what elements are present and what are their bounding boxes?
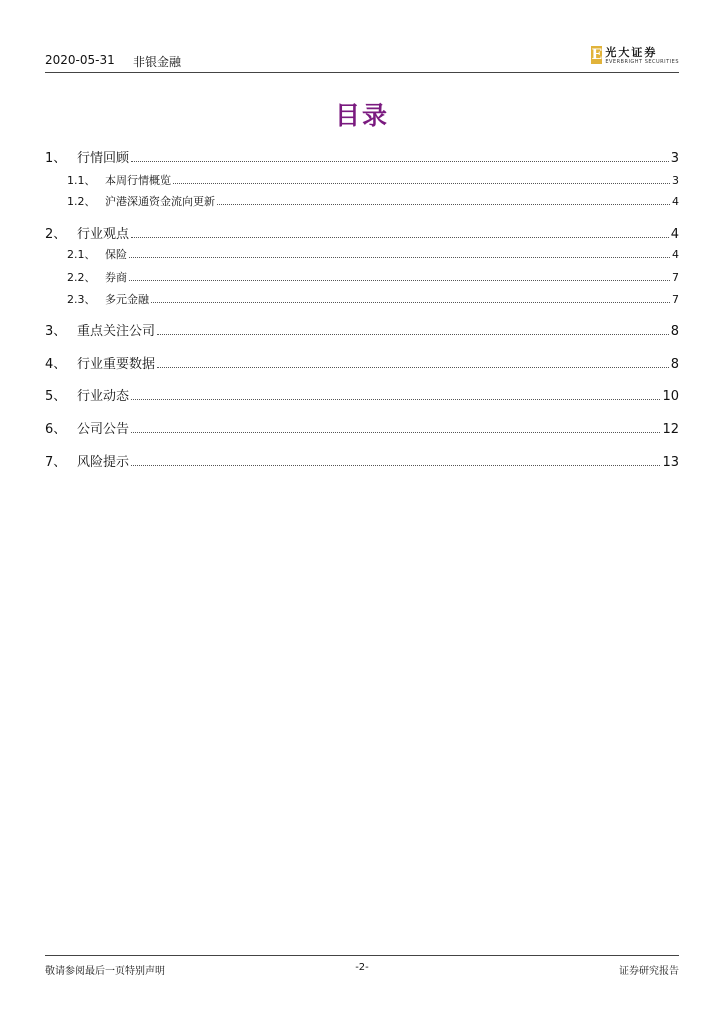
- toc-leader-dots: [131, 465, 660, 466]
- footer-doc-type: 证券研究报告: [619, 966, 679, 977]
- toc-leader-dots: [157, 367, 669, 368]
- toc-leader-dots: [157, 334, 669, 335]
- toc-entry-page[interactable]: 13: [662, 455, 679, 470]
- toc-leader-dots: [129, 257, 670, 258]
- toc-entry[interactable]: [45, 172, 679, 188]
- toc-entry-number: 1.2、: [67, 195, 96, 208]
- toc-entry-number: 2、: [45, 227, 67, 242]
- toc-entry[interactable]: [45, 291, 679, 307]
- toc-entry-number: 4、: [45, 357, 67, 372]
- toc-entry-label[interactable]: 公司公告: [77, 422, 130, 437]
- toc-entry-label[interactable]: 本周行情概览: [105, 174, 171, 187]
- toc-entry[interactable]: [45, 246, 679, 262]
- footer-disclaimer: 敬请参阅最后一页特别声明: [45, 966, 165, 977]
- toc-entry-number: 6、: [45, 422, 67, 437]
- toc-entry-number: 1.1、: [67, 174, 96, 187]
- toc-entry-label[interactable]: 行业重要数据: [77, 357, 156, 372]
- toc-entry[interactable]: [45, 223, 679, 242]
- toc-entry-page[interactable]: 4: [672, 248, 679, 261]
- toc-leader-dots: [151, 302, 670, 303]
- toc-entry-label[interactable]: 券商: [105, 271, 127, 284]
- toc-entry-page[interactable]: 8: [670, 357, 679, 372]
- toc-entry-number: 2.3、: [67, 293, 96, 306]
- toc-entry[interactable]: [45, 451, 679, 470]
- toc-entry-label[interactable]: 多元金融: [105, 293, 149, 306]
- everbright-logo: [591, 46, 679, 68]
- toc-entry[interactable]: [45, 193, 679, 209]
- page-footer: [45, 955, 679, 976]
- toc-entry-page[interactable]: 7: [672, 293, 679, 306]
- toc-entry-label[interactable]: 保险: [105, 248, 127, 261]
- toc-entry[interactable]: [45, 385, 679, 404]
- logo-chinese-name: 光大证券: [605, 46, 658, 59]
- toc-entry-label[interactable]: 沪港深通资金流向更新: [105, 195, 215, 208]
- toc-entry-page[interactable]: 8: [670, 324, 679, 339]
- toc-entry-label[interactable]: 风险提示: [77, 455, 130, 470]
- toc-entry-label[interactable]: 行业动态: [77, 389, 130, 404]
- toc-entry-number: 2.1、: [67, 248, 96, 261]
- header-section: 非银金融: [133, 55, 182, 69]
- toc-entry[interactable]: [45, 269, 679, 285]
- toc-title: 目录: [334, 101, 389, 130]
- toc-entry-page[interactable]: 12: [662, 422, 679, 437]
- toc-entry[interactable]: [45, 147, 679, 166]
- footer-page-number: -2-: [355, 962, 369, 973]
- toc-entry-page[interactable]: 7: [672, 271, 679, 284]
- toc-entry-label[interactable]: 重点关注公司: [77, 324, 156, 339]
- toc-entry-number: 7、: [45, 455, 67, 470]
- toc-leader-dots: [131, 237, 669, 238]
- header-date: 2020-05-31: [45, 53, 115, 67]
- toc-leader-dots: [131, 399, 660, 400]
- toc-entry-page[interactable]: 3: [672, 174, 679, 187]
- toc-entry[interactable]: [45, 418, 679, 437]
- toc-entry-number: 5、: [45, 389, 67, 404]
- toc-entry-number: 3、: [45, 324, 67, 339]
- toc-leader-dots: [173, 183, 670, 184]
- toc-leader-dots: [129, 280, 670, 281]
- toc-entry-number: 2.2、: [67, 271, 96, 284]
- logo-english-name: EVERBRIGHT SECURITIES: [605, 59, 679, 65]
- toc-entry[interactable]: [45, 320, 679, 339]
- toc-entry-label[interactable]: 行情回顾: [77, 151, 130, 166]
- toc-leader-dots: [131, 161, 669, 162]
- toc-entry[interactable]: [45, 353, 679, 372]
- page-header: [45, 46, 679, 73]
- toc-entry-page[interactable]: 4: [670, 227, 679, 242]
- toc-leader-dots: [217, 204, 670, 205]
- toc-entry-page[interactable]: 3: [670, 151, 679, 166]
- logo-mark-icon: E: [591, 47, 603, 63]
- toc-entry-page[interactable]: 10: [662, 389, 679, 404]
- toc-entry-page[interactable]: 4: [672, 195, 679, 208]
- toc-leader-dots: [131, 432, 660, 433]
- toc-entry-number: 1、: [45, 151, 67, 166]
- toc-entry-label[interactable]: 行业观点: [77, 227, 130, 242]
